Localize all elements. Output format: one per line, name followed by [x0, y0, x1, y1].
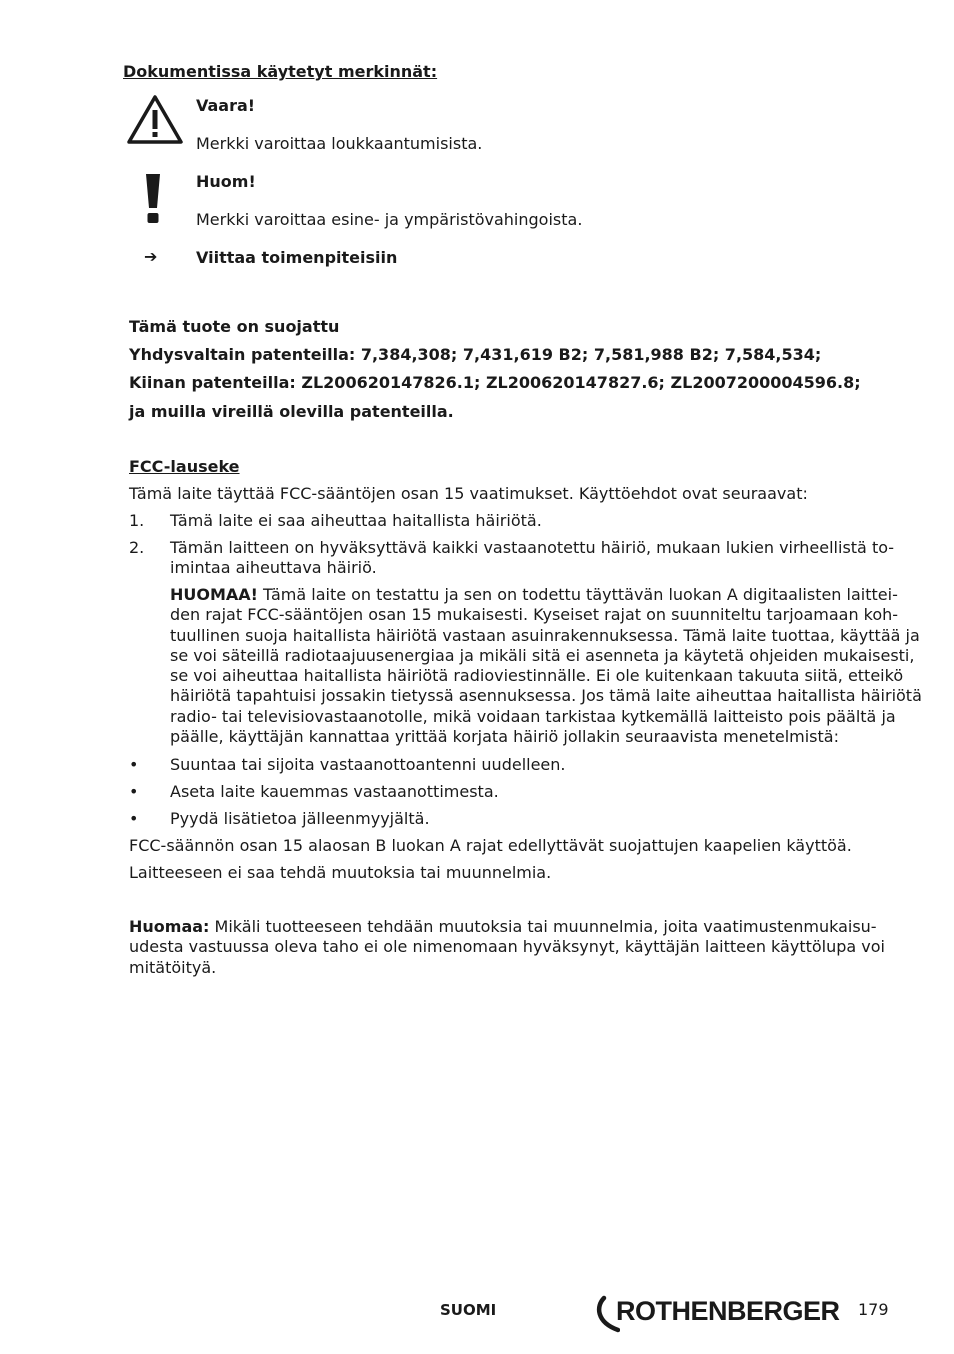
danger-text: Merkki varoittaa loukkaantumisista.	[196, 134, 483, 153]
list-item: Pyydä lisätietoa jälleenmyyjältä.	[170, 809, 430, 828]
text-line: häiriötä tapahtuisi jossakin tietyssä asennuksessa. Jos tämä laite aiheuttaa haitallista häiriötä	[170, 686, 922, 706]
warning-triangle-icon	[126, 94, 184, 146]
bullet: •	[129, 755, 139, 774]
note-lead: HUOMAA!	[170, 585, 258, 604]
text-line: se voi säteillä radiotaajuusenergiaa ja mikäli sitä ei asenneta ja käytetä ohjeiden mukaisesti,	[170, 645, 915, 665]
action-title: Viittaa toimenpiteisiin	[196, 248, 398, 267]
fcc-intro: Tämä laite täyttää FCC-sääntöjen osan 15 vaatimukset. Käyttöehdot ovat seuraavat:	[129, 484, 808, 503]
legend-heading: Dokumentissa käytetyt merkinnät:	[123, 62, 438, 81]
page-number: 179	[858, 1300, 889, 1319]
brand-logo	[594, 1294, 844, 1334]
bullet: •	[129, 809, 139, 828]
text-line: päälle, käyttäjän kannattaa yrittää korjata häiriö jollakin seuraavista menetelmistä:	[170, 727, 839, 747]
text-line: radio- tai televisiovastaanotolle, mikä voidaan tarkistaa kytkemällä laitteisto pois päältä ja	[170, 706, 896, 726]
text-line: Tämä laite on testattu ja sen on todettu täyttävän luokan A digitaalisten laittei-	[257, 585, 898, 604]
text-line: den rajat FCC-sääntöjen osan 15 mukaisesti. Kyseiset rajat on suunniteltu tarjoamaan koh-	[170, 605, 899, 625]
footer-language: SUOMI	[440, 1301, 497, 1319]
text-line: udesta vastuussa oleva taho ei ole nimenomaan hyväksynyt, käyttäjän laitteen käyttölupa voi	[129, 937, 885, 957]
danger-title: Vaara!	[196, 96, 256, 115]
list-item: Suuntaa tai sijoita vastaanottoantenni uudelleen.	[170, 755, 566, 774]
list-item: Aseta laite kauemmas vastaanottimesta.	[170, 782, 499, 801]
patent-line-3: Kiinan patenteilla: ZL200620147826.1; ZL200620147827.6; ZL2007200004596.8;	[129, 373, 861, 392]
text-line: tuullinen suoja haitallista häiriötä vastaan asuinrakennuksessa. Tämä laite tuottaa, käyttää ja	[170, 625, 920, 645]
list-item: Tämä laite ei saa aiheuttaa haitallista häiriötä.	[170, 511, 542, 530]
bullet: •	[129, 782, 139, 801]
fcc-note	[170, 585, 922, 747]
fcc-class-text: FCC-säännön osan 15 alaosan B luokan A rajat edellyttävät suojattujen kaapelien käyttöä.	[129, 836, 852, 855]
text-line: Tämän laitteen on hyväksyttävä kaikki vastaanotettu häiriö, mukaan lukien virheellistä to-	[170, 538, 895, 557]
patent-line-4: ja muilla vireillä olevilla patenteilla.	[129, 402, 454, 421]
text-line: Mikäli tuotteeseen tehdään muutoksia tai muunnelmia, joita vaatimustenmukaisu-	[209, 917, 877, 936]
fcc-heading: FCC-lauseke	[129, 457, 240, 476]
notice-paragraph	[129, 917, 885, 978]
text-line: imintaa aiheuttava häiriö.	[170, 558, 377, 577]
arrow-right-icon: ➔	[144, 247, 158, 266]
patent-line-1: Tämä tuote on suojattu	[129, 317, 340, 336]
brand-name: ROTHENBERGER	[616, 1296, 840, 1326]
caution-text: Merkki varoittaa esine- ja ympäristövahingoista.	[196, 210, 583, 229]
list-item	[170, 538, 894, 578]
list-number: 1.	[129, 511, 145, 530]
list-number: 2.	[129, 538, 145, 557]
fcc-no-modification-text: Laitteeseen ei saa tehdä muutoksia tai muunnelmia.	[129, 863, 552, 882]
caution-title: Huom!	[196, 172, 256, 191]
notice-lead: Huomaa:	[129, 917, 210, 936]
patent-line-2: Yhdysvaltain patenteilla: 7,384,308; 7,431,619 B2; 7,581,988 B2; 7,584,534;	[129, 345, 822, 364]
exclamation-icon	[144, 172, 162, 224]
text-line: mitätöityä.	[129, 957, 217, 977]
text-line: se voi aiheuttaa haitallista häiriötä radioviestinnälle. Ei ole kuitenkaan takuuta siitä, etteikö	[170, 666, 904, 686]
